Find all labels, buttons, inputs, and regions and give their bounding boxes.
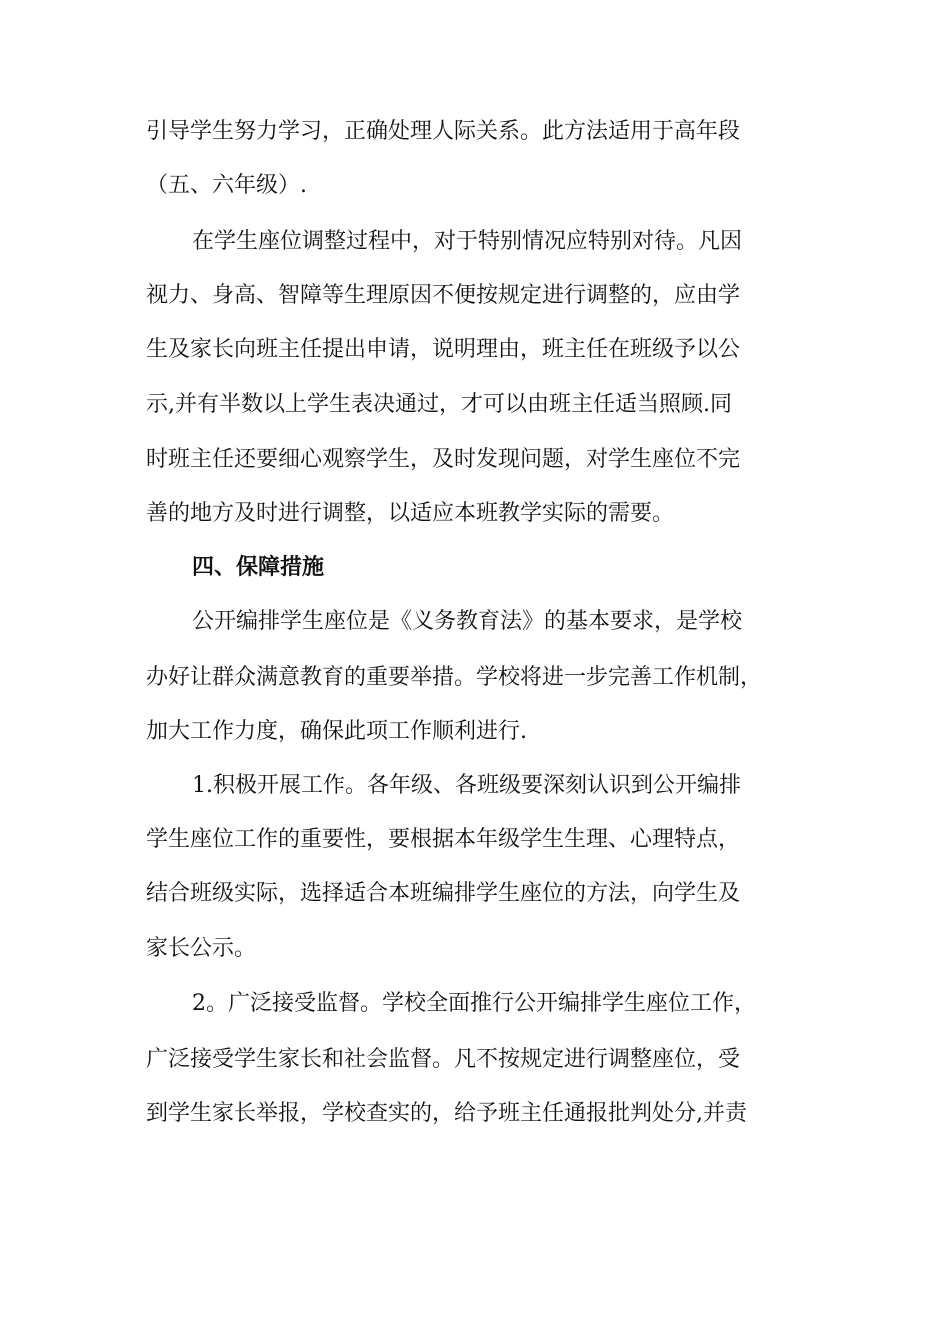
text-line: 办好让群众满意教育的重要举措。学校将进一步完善工作机制， [146, 665, 763, 690]
paragraph-start-line: 在学生座位调整过程中，对于特别情况应特别对待。凡因 [192, 229, 743, 254]
text-line: 到学生家长举报，学校查实的，给予班主任通报批判处分,并责 [146, 1101, 747, 1126]
text-line: 时班主任还要细心观察学生，及时发现问题，对学生座位不完 [146, 447, 741, 472]
text-line: 学生座位工作的重要性，要根据本年级学生生理、心理特点， [146, 827, 741, 852]
paragraph-start-line: 2。广泛接受监督。学校全面推行公开编排学生座位工作， [192, 991, 756, 1016]
text-line: 视力、身高、智障等生理原因不便按规定进行调整的，应由学 [146, 283, 741, 308]
text-line: 加大工作力度，确保此项工作顺利进行. [146, 719, 527, 744]
paragraph-start-line: 公开编排学生座位是《义务教育法》的基本要求，是学校 [192, 609, 743, 634]
text-line: （五、六年级）. [146, 173, 307, 198]
section-heading: 四、保障措施 [192, 555, 325, 580]
text-line: 引导学生努力学习，正确处理人际关系。此方法适用于高年段 [146, 119, 741, 144]
text-line: 广泛接受学生家长和社会监督。凡不按规定进行调整座位，受 [146, 1047, 741, 1072]
text-line: 生及家长向班主任提出申请，说明理由，班主任在班级予以公 [146, 337, 741, 362]
text-line: 结合班级实际，选择适合本班编排学生座位的方法，向学生及 [146, 881, 741, 906]
text-line: 示,并有半数以上学生表决通过，才可以由班主任适当照顾.同 [146, 392, 732, 417]
paragraph-start-line: 1.积极开展工作。各年级、各班级要深刻认识到公开编排 [192, 773, 741, 798]
text-line: 善的地方及时进行调整，以适应本班教学实际的需要。 [146, 501, 675, 526]
text-line: 家长公示。 [146, 936, 257, 961]
